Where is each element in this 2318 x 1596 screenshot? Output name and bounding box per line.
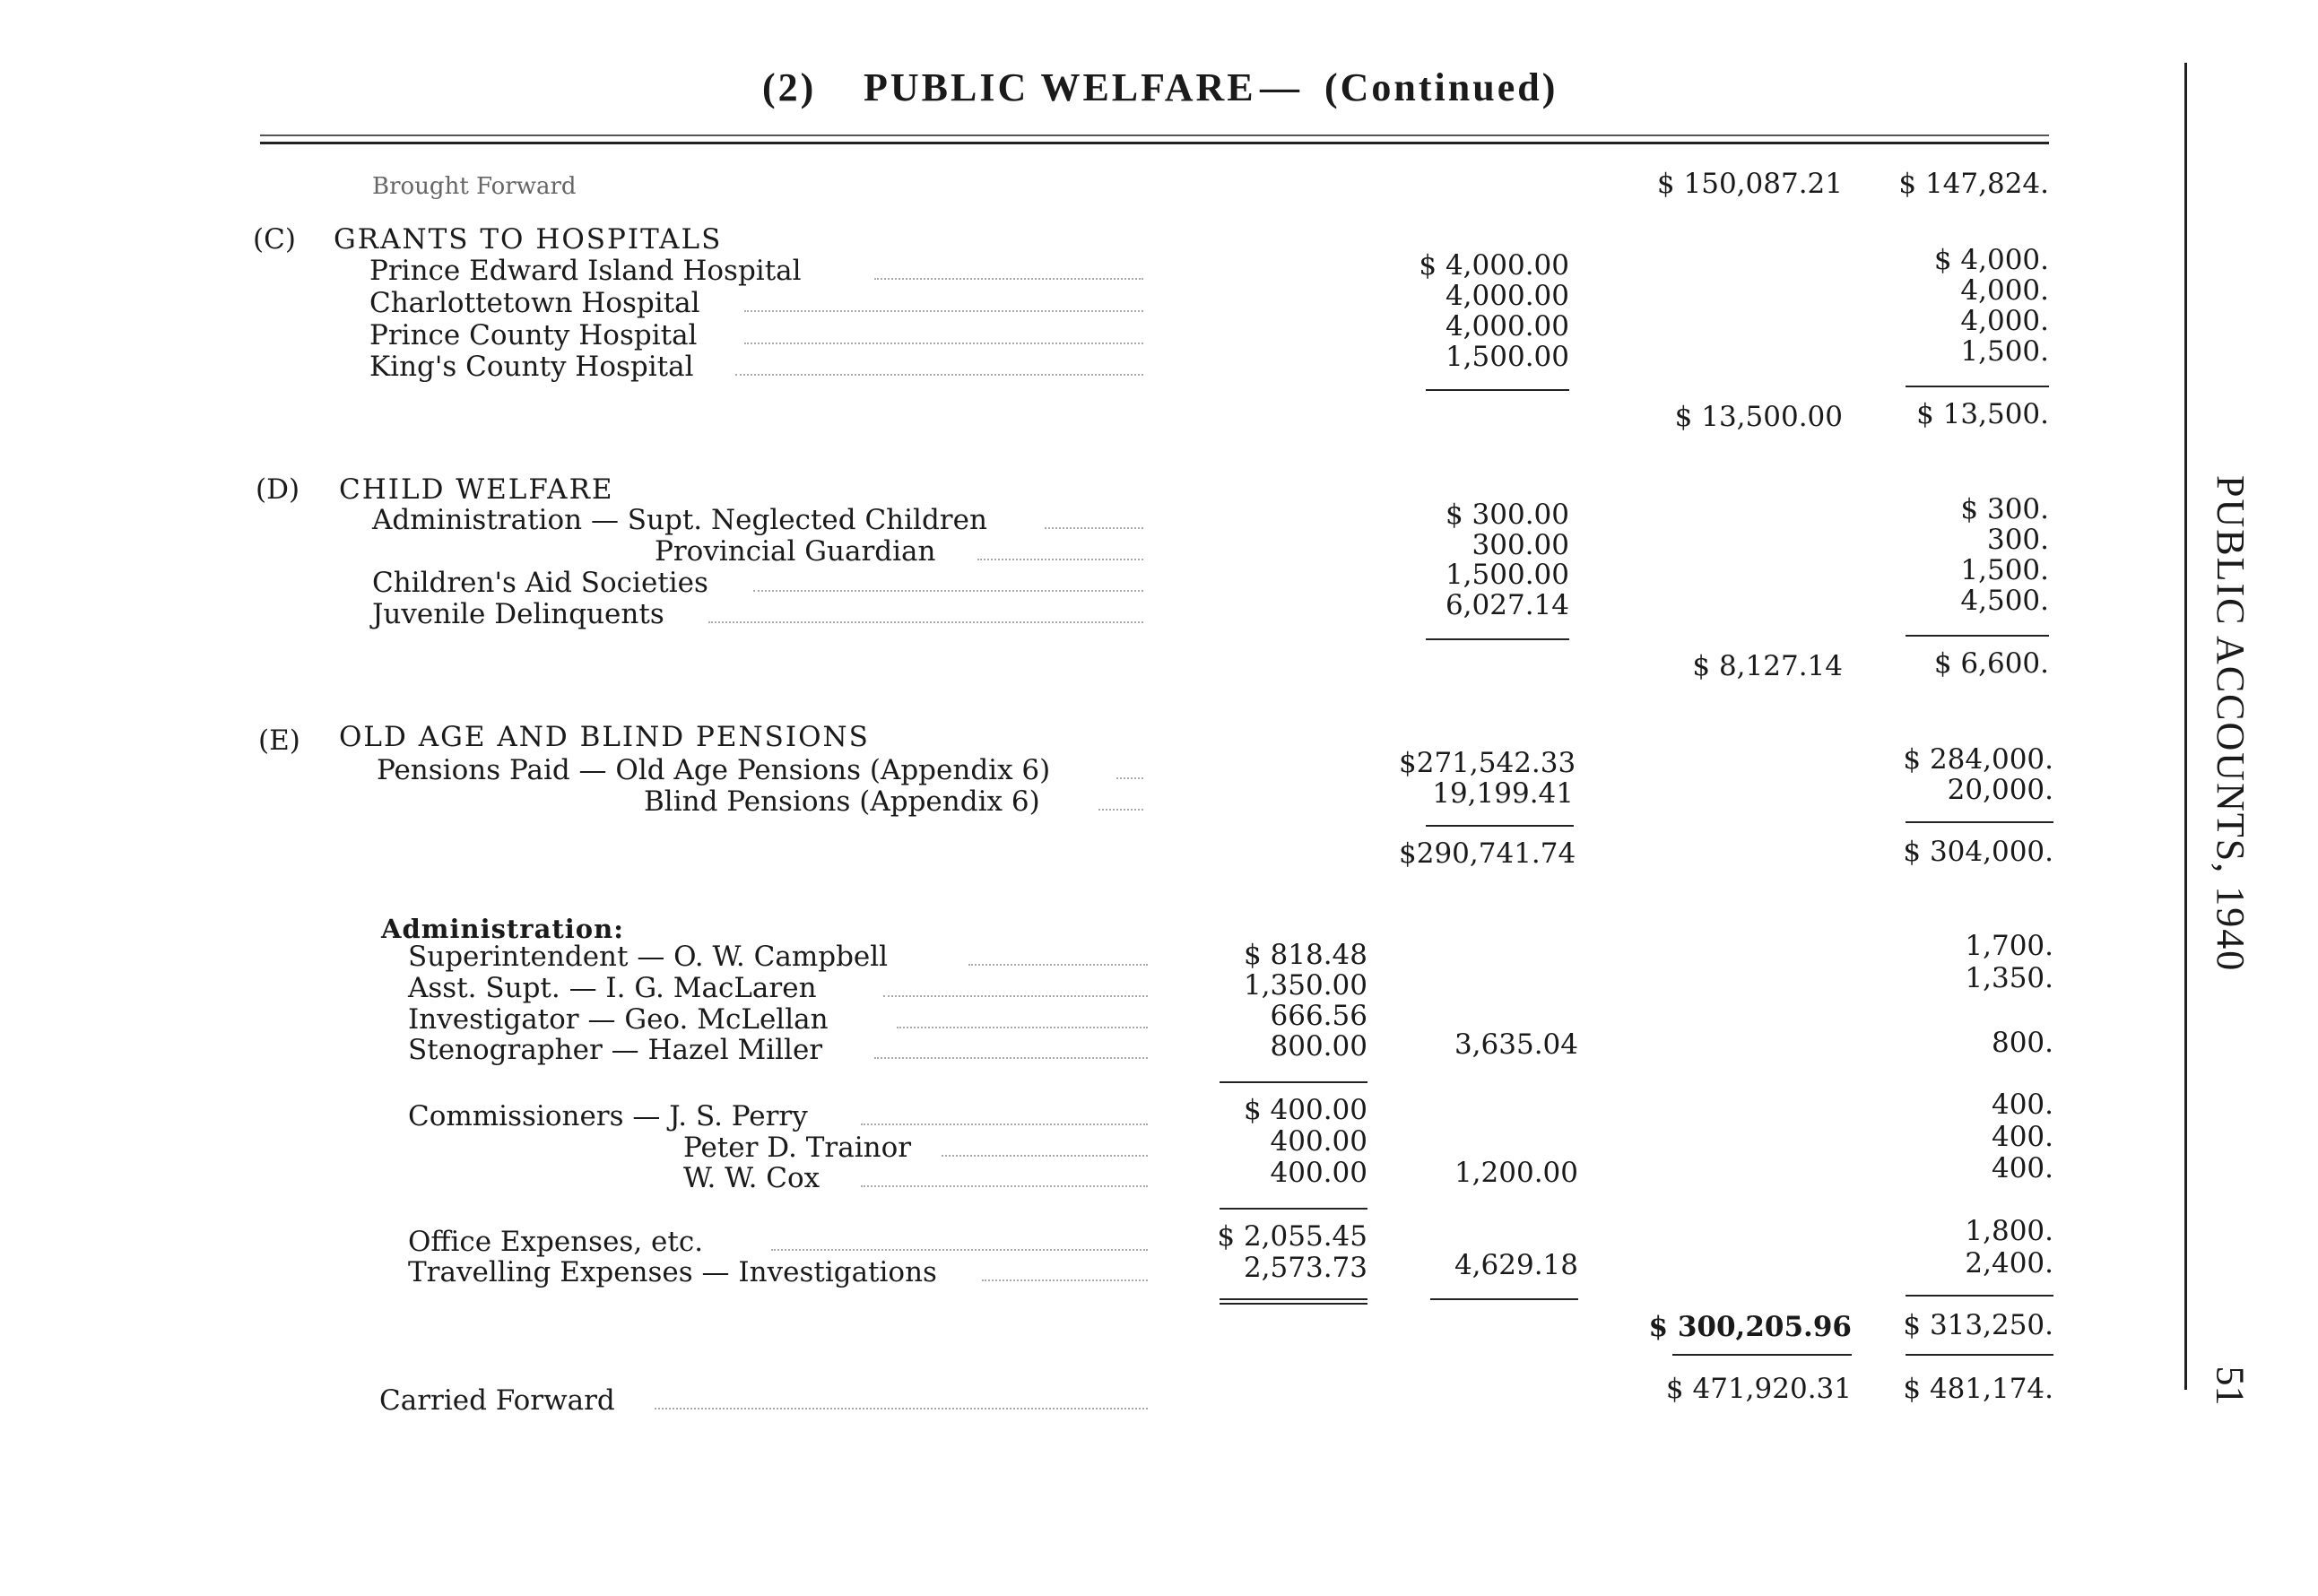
subtotal-rule <box>1906 386 2049 387</box>
leader-dots <box>735 374 1143 376</box>
estimate: 800. <box>1991 1027 2053 1059</box>
subtotal-rule <box>1426 638 1569 640</box>
subtotal: 1,200.00 <box>1454 1157 1578 1189</box>
page-number: 51 <box>2208 1366 2253 1406</box>
list-item: Superintendent — O. W. Campbell <box>408 941 889 973</box>
section-d-letter: (D) <box>256 473 300 506</box>
list-item: Provincial Guardian <box>655 535 936 568</box>
leader-dots <box>861 1185 1148 1187</box>
leader-dots <box>968 964 1148 966</box>
carried-forward-total: $ 471,920.31 <box>1665 1373 1852 1405</box>
leader-dots <box>753 590 1143 592</box>
subtotal-rule <box>1906 821 2053 823</box>
estimate: $ 4,000. <box>1933 244 2049 276</box>
subtotal-rule-double <box>1220 1303 1367 1305</box>
estimate: 1,700. <box>1965 930 2053 962</box>
subtotal-rule <box>1906 1295 2053 1297</box>
subtotal: 3,635.04 <box>1454 1028 1578 1061</box>
amount: 4,000.00 <box>1445 280 1569 312</box>
list-item: Prince Edward Island Hospital <box>369 255 802 287</box>
carried-forward-label: Carried Forward <box>379 1384 615 1417</box>
estimate: $ 284,000. <box>1903 743 2053 776</box>
section-d-total-estimate: $ 6,600. <box>1933 647 2049 680</box>
leader-dots <box>874 278 1143 280</box>
section-e-letter: (E) <box>258 724 300 757</box>
brought-forward-label: Brought Forward <box>372 173 577 200</box>
leader-dots <box>942 1155 1148 1157</box>
detail: $ 818.48 <box>1243 939 1367 971</box>
detail: 666.56 <box>1270 1000 1367 1032</box>
estimate: 2,400. <box>1965 1247 2053 1279</box>
section-number: (2) <box>762 65 817 109</box>
pensions-total-estimate: $ 304,000. <box>1903 836 2053 868</box>
leader-dots <box>861 1123 1148 1125</box>
section-d-heading: CHILD WELFARE <box>339 473 614 506</box>
total-rule <box>1906 1354 2053 1356</box>
subtotal-rule <box>1430 1298 1578 1300</box>
amount: $ 4,000.00 <box>1419 249 1569 282</box>
amount: 300.00 <box>1472 529 1569 561</box>
estimate: 1,500. <box>1960 554 2049 586</box>
estimate: 4,500. <box>1960 585 2049 617</box>
list-item: Children's Aid Societies <box>372 567 708 599</box>
list-item: Asst. Supt. — I. G. MacLaren <box>408 972 817 1004</box>
leader-dots <box>897 1027 1148 1028</box>
estimate: 20,000. <box>1947 774 2053 806</box>
leader-dots <box>874 1057 1148 1059</box>
total-rule <box>1672 1354 1852 1356</box>
admin-heading: Administration: <box>381 914 624 944</box>
list-item: Charlottetown Hospital <box>369 287 700 319</box>
amount: $271,542.33 <box>1399 747 1576 779</box>
brought-forward-total: $ 150,087.21 <box>1656 168 1843 200</box>
section-e-total: $ 300,205.96 <box>1648 1311 1852 1343</box>
side-rule <box>2184 63 2187 1390</box>
amount: 1,500.00 <box>1445 559 1569 591</box>
estimate: $ 300. <box>1960 493 2049 525</box>
subtotal-rule <box>1220 1298 1367 1300</box>
brought-forward-estimate: $ 147,824. <box>1898 168 2049 200</box>
leader-dots <box>982 1279 1148 1281</box>
estimate: 1,500. <box>1960 335 2049 368</box>
leader-dots <box>1098 809 1143 811</box>
detail: 1,350.00 <box>1243 969 1367 1002</box>
leader-dots <box>744 343 1143 344</box>
section-c-total-estimate: $ 13,500. <box>1916 398 2049 430</box>
amount: 1,500.00 <box>1445 341 1569 373</box>
list-item: Commissioners — J. S. Perry <box>408 1100 808 1132</box>
estimate: 1,800. <box>1965 1215 2053 1247</box>
leader-dots <box>977 559 1143 560</box>
subtotal-rule <box>1906 635 2049 637</box>
leader-dots <box>771 1249 1148 1251</box>
list-item: Blind Pensions (Appendix 6) <box>644 785 1040 818</box>
list-item: Office Expenses, etc. <box>408 1226 704 1258</box>
list-item: King's County Hospital <box>369 351 694 383</box>
detail: 400.00 <box>1270 1125 1367 1158</box>
section-c-total: $ 13,500.00 <box>1674 401 1843 433</box>
detail: 400.00 <box>1270 1157 1367 1189</box>
estimate: 300. <box>1986 524 2049 556</box>
subtotal: 4,629.18 <box>1454 1249 1578 1281</box>
title-dash: — <box>1260 65 1302 109</box>
estimate: 400. <box>1991 1089 2053 1121</box>
estimate: 4,000. <box>1960 305 2049 337</box>
estimate: 4,000. <box>1960 274 2049 307</box>
estimate: 400. <box>1991 1152 2053 1184</box>
section-d-total: $ 8,127.14 <box>1692 650 1843 682</box>
section-e-total-estimate: $ 313,250. <box>1903 1309 2053 1341</box>
detail: $ 400.00 <box>1243 1094 1367 1126</box>
title-continued: (Continued) <box>1324 65 1558 109</box>
carried-forward-estimate: $ 481,174. <box>1903 1373 2053 1405</box>
estimate: 400. <box>1991 1121 2053 1153</box>
amount: 6,027.14 <box>1445 589 1569 621</box>
header-rule-double <box>260 142 2049 144</box>
section-e-heading: OLD AGE AND BLIND PENSIONS <box>339 721 870 753</box>
list-item: Travelling Expenses — Investigations <box>408 1256 937 1288</box>
list-item: Peter D. Trainor <box>683 1132 912 1164</box>
detail: $ 2,055.45 <box>1217 1220 1367 1253</box>
list-item: Prince County Hospital <box>369 319 698 351</box>
list-item: W. W. Cox <box>683 1162 820 1194</box>
list-item: Pensions Paid — Old Age Pensions (Appendix 6) <box>377 754 1051 786</box>
amount: $ 300.00 <box>1445 499 1569 531</box>
leader-dots <box>655 1408 1148 1410</box>
amount: 19,199.41 <box>1432 777 1574 810</box>
leader-dots <box>708 621 1143 623</box>
title-text: PUBLIC WELFARE <box>864 65 1256 109</box>
subtotal-rule <box>1426 389 1569 391</box>
list-item: Juvenile Delinquents <box>372 598 664 630</box>
amount: 4,000.00 <box>1445 310 1569 343</box>
list-item: Investigator — Geo. McLellan <box>408 1003 829 1036</box>
detail: 2,573.73 <box>1243 1252 1367 1284</box>
section-c-heading: GRANTS TO HOSPITALS <box>334 223 723 256</box>
leader-dots <box>1116 777 1143 779</box>
pensions-total: $290,741.74 <box>1399 837 1576 870</box>
section-c-letter: (C) <box>253 223 296 256</box>
list-item: Administration — Supt. Neglected Children <box>372 504 987 536</box>
leader-dots <box>744 310 1143 312</box>
subtotal-rule <box>1220 1208 1367 1210</box>
subtotal-rule <box>1220 1081 1367 1083</box>
leader-dots <box>1045 527 1143 529</box>
running-title: PUBLIC ACCOUNTS, 1940 <box>2209 475 2253 973</box>
estimate: 1,350. <box>1965 962 2053 994</box>
header-rule <box>260 134 2049 136</box>
subtotal-rule <box>1426 825 1574 827</box>
list-item: Stenographer — Hazel Miller <box>408 1034 823 1066</box>
detail: 800.00 <box>1270 1030 1367 1063</box>
leader-dots <box>883 995 1148 997</box>
